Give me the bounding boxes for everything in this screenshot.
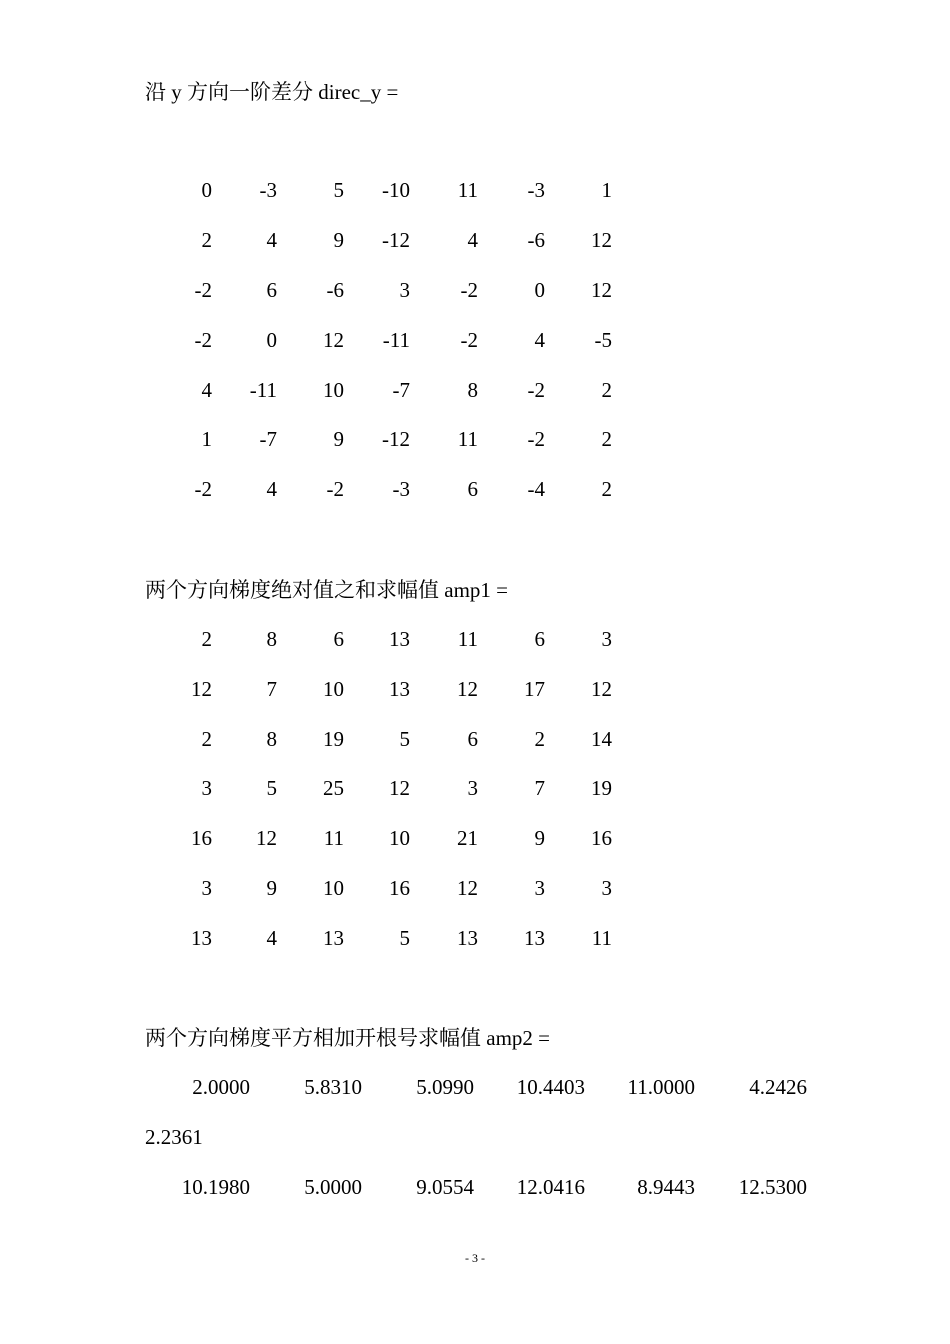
matrix-cell: 13: [389, 627, 410, 651]
matrix-row: [0, 327, 950, 353]
matrix-cell: 2: [201, 228, 212, 252]
matrix-cell: 2: [201, 627, 212, 651]
matrix-cell: 4: [266, 926, 277, 950]
matrix-cell: 11.0000: [627, 1075, 695, 1099]
matrix-cell: 6: [266, 278, 277, 302]
matrix-cell: 13: [457, 926, 478, 950]
matrix-cell: 5: [333, 178, 344, 202]
matrix-cell: 13: [323, 926, 344, 950]
matrix-cell: 9: [534, 826, 545, 850]
matrix-cell: -6: [326, 278, 344, 302]
matrix-cell: 5.8310: [304, 1075, 362, 1099]
matrix-cell: 14: [591, 727, 612, 751]
matrix-row: [0, 875, 950, 901]
matrix-row: [0, 1174, 950, 1200]
matrix-cell: 5: [399, 926, 410, 950]
matrix-row: [0, 227, 950, 253]
matrix-cell: 12.5300: [738, 1175, 807, 1199]
matrix-cell: -2: [194, 328, 212, 352]
matrix-cell: 19: [323, 727, 344, 751]
matrix-cell: -2: [527, 427, 545, 451]
matrix-cell: -2: [527, 378, 545, 402]
matrix-cell: 3: [534, 876, 545, 900]
matrix-cell: 16: [191, 826, 212, 850]
amp2-wrapped-value: 2.2361: [145, 1125, 203, 1149]
matrix-row: [0, 726, 950, 752]
matrix-cell: -7: [259, 427, 277, 451]
matrix-cell: 9: [333, 228, 344, 252]
matrix-cell: 6: [333, 627, 344, 651]
matrix-row: [0, 676, 950, 702]
matrix-cell: 4: [266, 477, 277, 501]
matrix-cell: -2: [194, 477, 212, 501]
matrix-cell: 4: [467, 228, 478, 252]
matrix-cell: -3: [392, 477, 410, 501]
matrix-cell: -12: [382, 427, 410, 451]
matrix-cell: 6: [534, 627, 545, 651]
matrix-cell: 12: [191, 677, 212, 701]
matrix-cell: 13: [389, 677, 410, 701]
matrix-cell: 12: [323, 328, 344, 352]
matrix-cell: 8: [266, 727, 277, 751]
matrix-row: [0, 825, 950, 851]
matrix-cell: 8: [266, 627, 277, 651]
matrix-cell: 5: [399, 727, 410, 751]
matrix-cell: 5.0990: [416, 1075, 474, 1099]
matrix-cell: 19: [591, 776, 612, 800]
matrix-cell: 1: [601, 178, 612, 202]
matrix-cell: 2.0000: [192, 1075, 250, 1099]
matrix-cell: 9: [333, 427, 344, 451]
matrix-cell: 11: [457, 427, 478, 451]
matrix-cell: 4: [534, 328, 545, 352]
matrix-cell: 7: [534, 776, 545, 800]
matrix-cell: -11: [382, 328, 410, 352]
matrix-cell: 2: [601, 378, 612, 402]
matrix-row: [0, 377, 950, 403]
matrix-cell: 12: [256, 826, 277, 850]
matrix-row: [0, 476, 950, 502]
matrix-cell: -3: [527, 178, 545, 202]
matrix-cell: -10: [382, 178, 410, 202]
matrix-row: [0, 925, 950, 951]
matrix-row: [0, 775, 950, 801]
matrix-cell: 8.9443: [637, 1175, 695, 1199]
matrix-row: [0, 426, 950, 452]
matrix-cell: 10.1980: [181, 1175, 250, 1199]
matrix-cell: 4: [266, 228, 277, 252]
matrix-cell: 11: [323, 826, 344, 850]
matrix-cell: -12: [382, 228, 410, 252]
matrix-cell: 12.0416: [516, 1175, 585, 1199]
matrix-cell: 16: [389, 876, 410, 900]
matrix-cell: 11: [457, 178, 478, 202]
matrix-cell: 6: [467, 727, 478, 751]
matrix-cell: 2: [601, 477, 612, 501]
matrix-cell: 10: [323, 876, 344, 900]
matrix-cell: 2: [601, 427, 612, 451]
matrix-cell: -2: [194, 278, 212, 302]
matrix-cell: -4: [527, 477, 545, 501]
matrix-row: [0, 277, 950, 303]
matrix-cell: 12: [457, 876, 478, 900]
matrix-cell: 2: [201, 727, 212, 751]
matrix-cell: 0: [266, 328, 277, 352]
matrix-cell: -7: [392, 378, 410, 402]
matrix-cell: 13: [524, 926, 545, 950]
matrix-cell: 3: [201, 876, 212, 900]
matrix-cell: 7: [266, 677, 277, 701]
direc-y-heading: 沿 y 方向一阶差分 direc_y =: [145, 80, 399, 104]
matrix-cell: 11: [591, 926, 612, 950]
matrix-cell: 12: [457, 677, 478, 701]
matrix-cell: 0: [201, 178, 212, 202]
matrix-cell: 10.4403: [516, 1075, 585, 1099]
amp2-heading: 两个方向梯度平方相加开根号求幅值 amp2 =: [145, 1026, 550, 1050]
matrix-cell: 12: [591, 278, 612, 302]
matrix-cell: 3: [467, 776, 478, 800]
matrix-cell: 8: [467, 378, 478, 402]
page-number: - 3 -: [465, 1251, 485, 1265]
matrix-cell: 10: [323, 378, 344, 402]
matrix-cell: 16: [591, 826, 612, 850]
matrix-cell: 11: [457, 627, 478, 651]
matrix-row: [0, 626, 950, 652]
matrix-cell: 10: [389, 826, 410, 850]
matrix-cell: -3: [259, 178, 277, 202]
matrix-cell: 13: [191, 926, 212, 950]
matrix-row: [0, 1074, 950, 1100]
matrix-cell: -2: [460, 278, 478, 302]
matrix-cell: 3: [601, 876, 612, 900]
matrix-cell: 1: [201, 427, 212, 451]
matrix-row: [0, 177, 950, 203]
matrix-cell: 17: [524, 677, 545, 701]
matrix-cell: 12: [591, 677, 612, 701]
matrix-cell: 4: [201, 378, 212, 402]
matrix-cell: 9.0554: [416, 1175, 474, 1199]
matrix-cell: -11: [249, 378, 277, 402]
matrix-cell: 3: [601, 627, 612, 651]
matrix-cell: 10: [323, 677, 344, 701]
matrix-cell: -5: [594, 328, 612, 352]
matrix-cell: 12: [389, 776, 410, 800]
matrix-cell: 9: [266, 876, 277, 900]
matrix-cell: 5: [266, 776, 277, 800]
amp1-heading: 两个方向梯度绝对值之和求幅值 amp1 =: [145, 578, 508, 602]
matrix-cell: 5.0000: [304, 1175, 362, 1199]
matrix-cell: 3: [201, 776, 212, 800]
matrix-cell: 2: [534, 727, 545, 751]
matrix-cell: -2: [460, 328, 478, 352]
matrix-cell: -6: [527, 228, 545, 252]
matrix-cell: 12: [591, 228, 612, 252]
matrix-cell: 21: [457, 826, 478, 850]
matrix-cell: 3: [399, 278, 410, 302]
matrix-cell: 25: [323, 776, 344, 800]
matrix-cell: -2: [326, 477, 344, 501]
matrix-cell: 6: [467, 477, 478, 501]
matrix-cell: 0: [534, 278, 545, 302]
matrix-cell: 4.2426: [749, 1075, 807, 1099]
